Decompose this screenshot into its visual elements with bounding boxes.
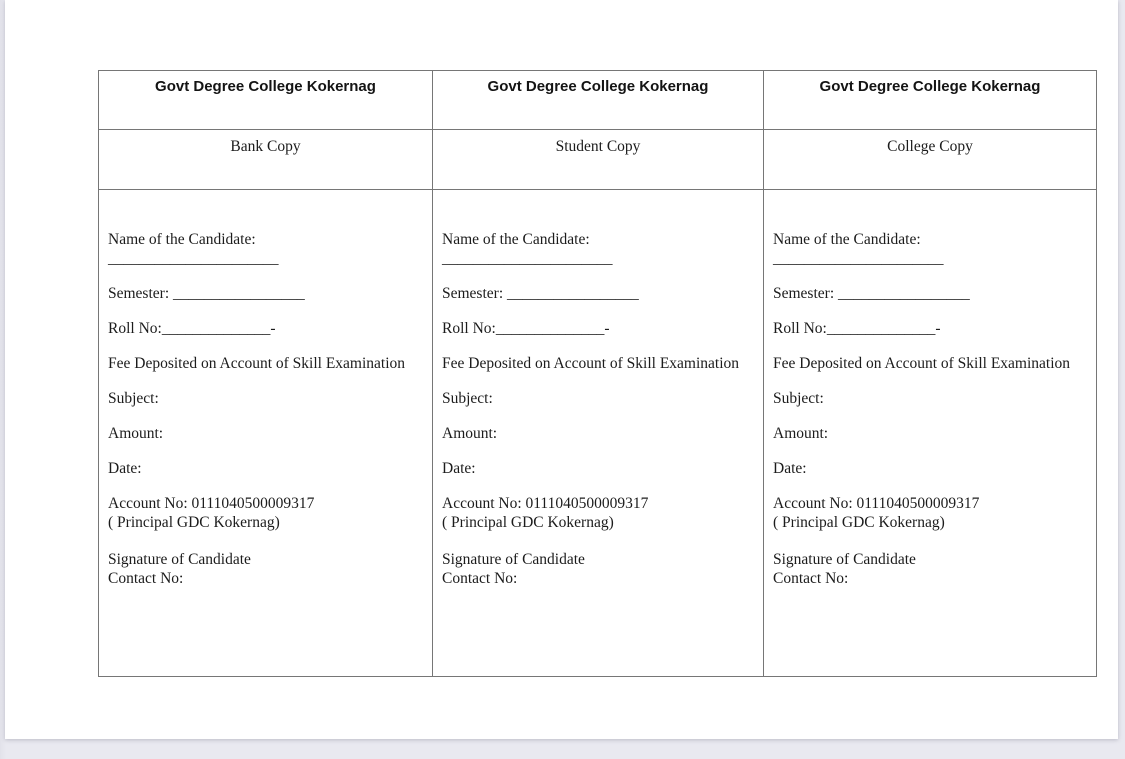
signature-line: Signature of Candidate bbox=[442, 551, 585, 568]
copy-label-bank: Bank Copy bbox=[99, 130, 433, 190]
form-body-bank bbox=[99, 190, 433, 677]
account-holder-line: ( Principal GDC Kokernag) bbox=[773, 514, 945, 531]
name-of-candidate-line: Name of the Candidate: ______________________ bbox=[108, 231, 279, 267]
form-body-student bbox=[433, 190, 764, 677]
fee-purpose-line: Fee Deposited on Account of Skill Examination bbox=[442, 355, 740, 372]
semester-line: Semester: _________________ bbox=[773, 285, 970, 302]
subject-line: Subject: bbox=[108, 390, 159, 407]
subject-line: Subject: bbox=[773, 390, 824, 407]
copy-label-college: College Copy bbox=[764, 130, 1097, 190]
account-block bbox=[442, 494, 755, 532]
college-name-header: Govt Degree College Kokernag bbox=[99, 71, 433, 130]
roll-no-line: Roll No:______________- bbox=[108, 320, 276, 337]
subject-line: Subject: bbox=[442, 390, 493, 407]
semester-line: Semester: _________________ bbox=[108, 285, 305, 302]
amount-line: Amount: bbox=[442, 425, 498, 442]
fee-receipt-table bbox=[98, 70, 1097, 677]
college-name-header: Govt Degree College Kokernag bbox=[764, 71, 1097, 130]
semester-line: Semester: _________________ bbox=[442, 285, 639, 302]
signature-line: Signature of Candidate bbox=[773, 551, 916, 568]
date-line: Date: bbox=[442, 460, 476, 477]
form-body-college bbox=[764, 190, 1097, 677]
document-page bbox=[5, 0, 1118, 739]
contact-no-line: Contact No: bbox=[773, 570, 849, 587]
signature-block bbox=[773, 550, 1088, 588]
signature-block bbox=[108, 550, 424, 588]
account-no-line: Account No: 0111040500009317 bbox=[773, 495, 980, 512]
copy-label-student: Student Copy bbox=[433, 130, 764, 190]
form-body-row bbox=[99, 190, 1097, 677]
roll-no-line: Roll No:______________- bbox=[442, 320, 610, 337]
amount-line: Amount: bbox=[108, 425, 164, 442]
copy-label-row bbox=[99, 130, 1097, 190]
roll-no-line: Roll No:______________- bbox=[773, 320, 941, 337]
contact-no-line: Contact No: bbox=[108, 570, 184, 587]
account-block bbox=[773, 494, 1088, 532]
fee-purpose-line: Fee Deposited on Account of Skill Examination bbox=[108, 355, 406, 372]
name-of-candidate-line: Name of the Candidate: ______________________ bbox=[442, 231, 613, 267]
contact-no-line: Contact No: bbox=[442, 570, 518, 587]
account-no-line: Account No: 0111040500009317 bbox=[108, 495, 315, 512]
college-name-header: Govt Degree College Kokernag bbox=[433, 71, 764, 130]
account-holder-line: ( Principal GDC Kokernag) bbox=[442, 514, 614, 531]
account-no-line: Account No: 0111040500009317 bbox=[442, 495, 649, 512]
fee-purpose-line: Fee Deposited on Account of Skill Examination bbox=[773, 355, 1071, 372]
signature-line: Signature of Candidate bbox=[108, 551, 251, 568]
name-of-candidate-line: Name of the Candidate: ______________________ bbox=[773, 231, 944, 267]
signature-block bbox=[442, 550, 755, 588]
account-holder-line: ( Principal GDC Kokernag) bbox=[108, 514, 280, 531]
date-line: Date: bbox=[773, 460, 807, 477]
amount-line: Amount: bbox=[773, 425, 829, 442]
college-header-row bbox=[99, 71, 1097, 130]
date-line: Date: bbox=[108, 460, 142, 477]
account-block bbox=[108, 494, 424, 532]
